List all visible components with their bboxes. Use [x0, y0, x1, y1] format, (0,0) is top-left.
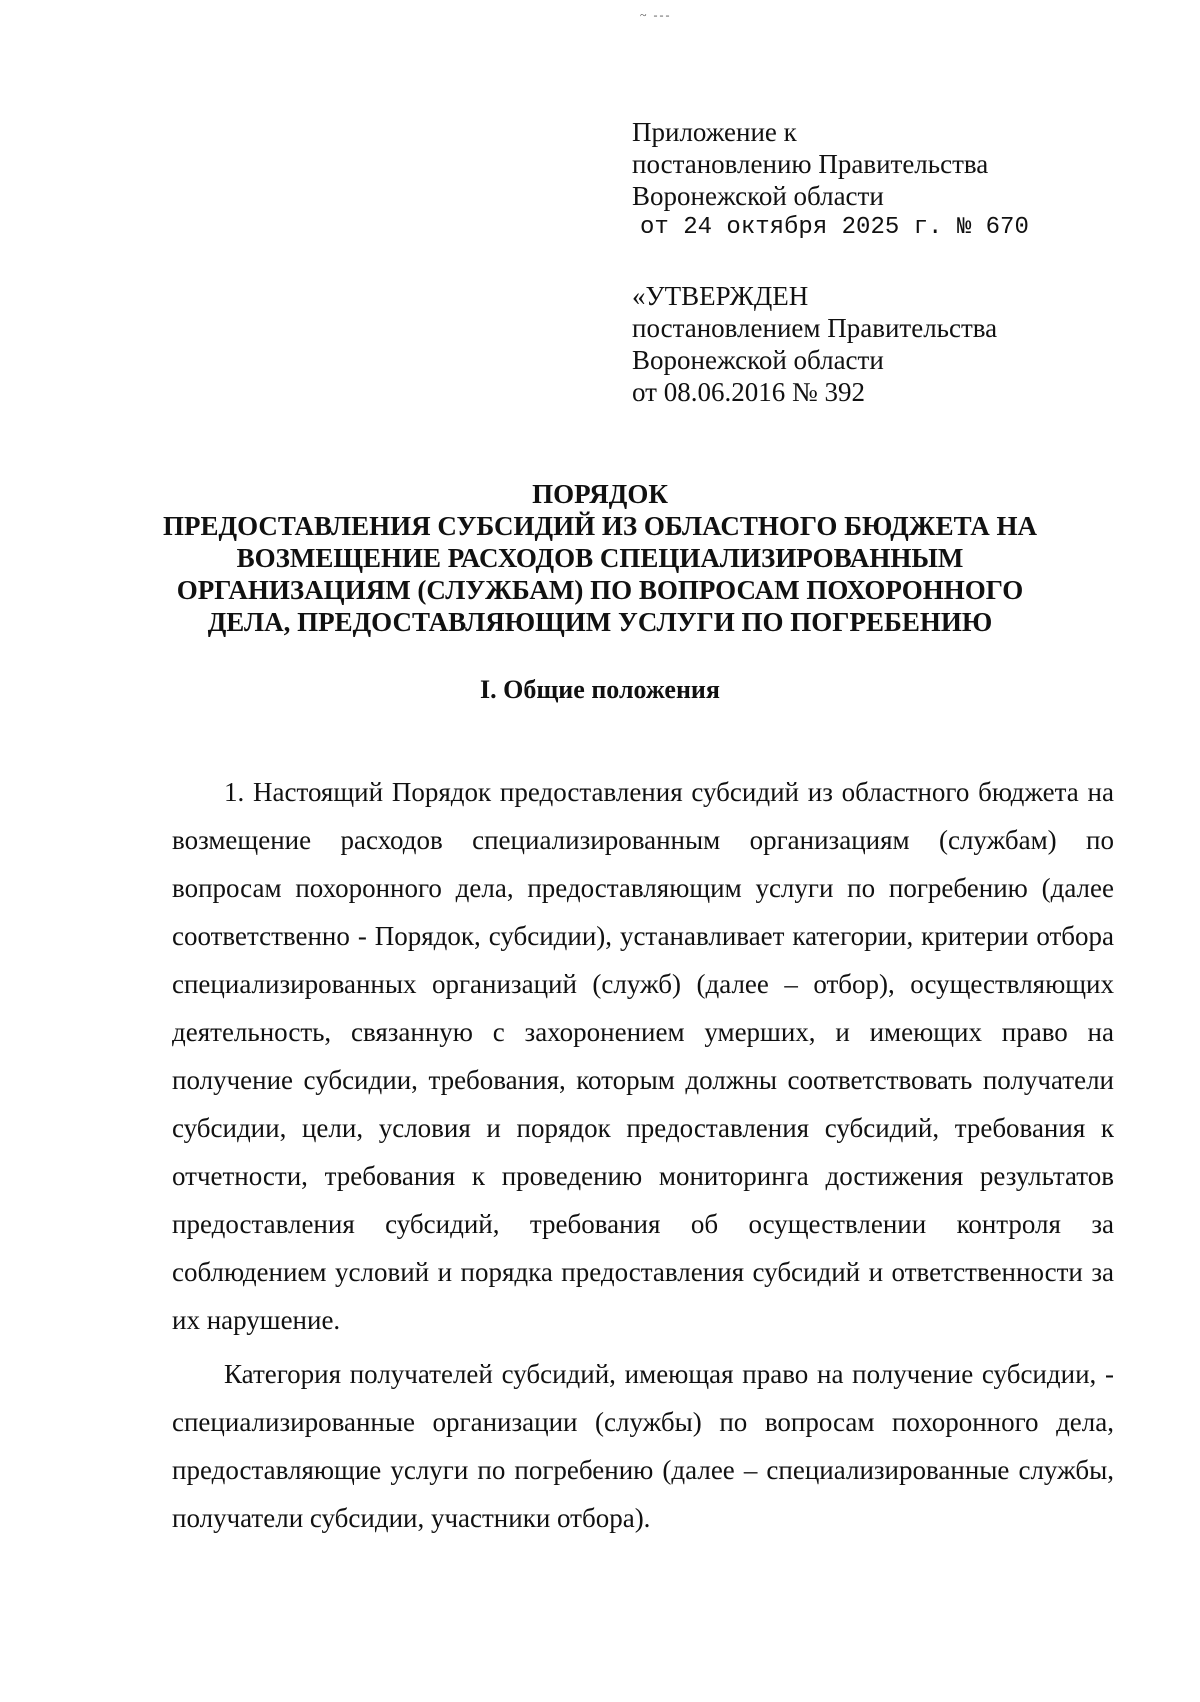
approved-line-3: Воронежской области: [632, 345, 884, 375]
title-line-3: ВОЗМЕЩЕНИЕ РАСХОДОВ СПЕЦИАЛИЗИРОВАННЫМ: [236, 543, 964, 573]
body-text: [172, 768, 1114, 1548]
approved-line-2: постановлением Правительства: [632, 313, 998, 343]
document-title: [150, 478, 1050, 638]
appendix-line-2: постановлению Правительства: [632, 149, 989, 179]
approved-line-1: «УТВЕРЖДЕН: [632, 281, 809, 311]
section-heading: I. Общие положения: [480, 675, 720, 704]
appendix-line-3: Воронежской области: [632, 181, 884, 211]
title-line-5: ДЕЛА, ПРЕДОСТАВЛЯЮЩИМ УСЛУГИ ПО ПОГРЕБЕНИЮ: [207, 607, 993, 637]
appendix-date-number: от 24 октября 2025 г. № 670: [640, 214, 1029, 241]
title-line-2: ПРЕДОСТАВЛЕНИЯ СУБСИДИЙ ИЗ ОБЛАСТНОГО БЮДЖЕТА НА: [162, 511, 1038, 541]
title-line-4: ОРГАНИЗАЦИЯМ (СЛУЖБАМ) ПО ВОПРОСАМ ПОХОРОННОГО: [176, 575, 1024, 605]
appendix-line-1: Приложение к: [632, 117, 797, 147]
title-line-1: ПОРЯДОК: [532, 479, 668, 509]
scan-artifact: ~ ---: [640, 8, 672, 22]
approved-block: [632, 280, 997, 408]
approved-line-4: от 08.06.2016 № 392: [632, 377, 865, 407]
paragraph-1: 1. Настоящий Порядок предоставления субсидий из областного бюджета на возмещение расходов специализированным организациям (службам) по вопросам похоронного дела, предоставляющим услуги по погребению (далее соответственно - Порядок, субсидии), устанавливает категории, критерии отбора специализированных организаций (служб) (далее – отбор), осуществляющих деятельность, связанную с захоронением умерших, и имеющих право на получение субсидии, требования, которым должны соответствовать получатели субсидии, цели, условия и порядок предоставления субсидий, требования к отчетности, требования к проведению мониторинга достижения результатов предоставления субсидий, требования об осуществлении контроля за соблюдением условий и порядка предоставления субсидий и ответственности за их нарушение.: [172, 777, 1114, 1335]
paragraph-2: Категория получателей субсидий, имеющая право на получение субсидии, - специализированные организации (службы) по вопросам похоронного дела, предоставляющие услуги по погребению (далее – специализированные службы, получатели субсидии, участники отбора).: [172, 1359, 1114, 1533]
appendix-block: [632, 116, 1029, 244]
